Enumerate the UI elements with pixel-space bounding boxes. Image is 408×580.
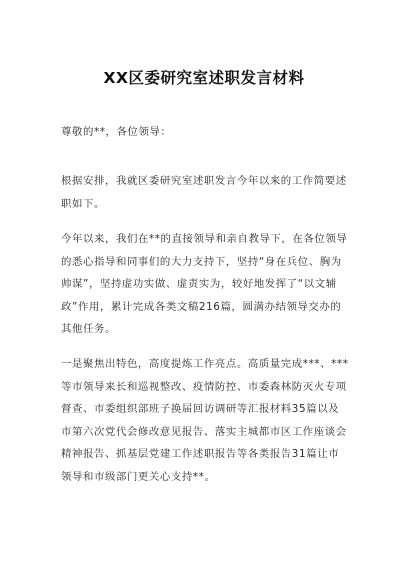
document-title: XX区委研究室述职发言材料 — [103, 69, 305, 87]
salutation-paragraph: 尊敬的**，各位领导： — [61, 126, 172, 138]
intro-paragraph: 根据安排，我就区委研究室述职发言今年以来的工作简要述职如下。 — [61, 175, 347, 210]
highlight-paragraph: 一是聚焦出特色，高度提炼工作亮点。高质量完成***、***等市领导来长和巡视整改、疫情防控、市委森林防灭火专项督查、市委组织部班子换届回访调研等汇报材料35篇以及市第六次党代会修改意见报告、落实主城都市区工作座谈会精神报告、抓基层党建工作述职报告等各类报告31篇让市领导和市级部门更关心支持**。 — [61, 358, 349, 483]
summary-paragraph: 今年以来，我们在**的直接领导和亲自教导下，在各位领导的悉心指导和同事们的大力支持下，坚持“身在兵位、胸为帅谋”，坚持虚功实做、虚责实为，较好地发挥了“以文辅政”作用，累计完成各类文稿216篇，圆满办结领导交办的其他任务。 — [61, 233, 348, 335]
